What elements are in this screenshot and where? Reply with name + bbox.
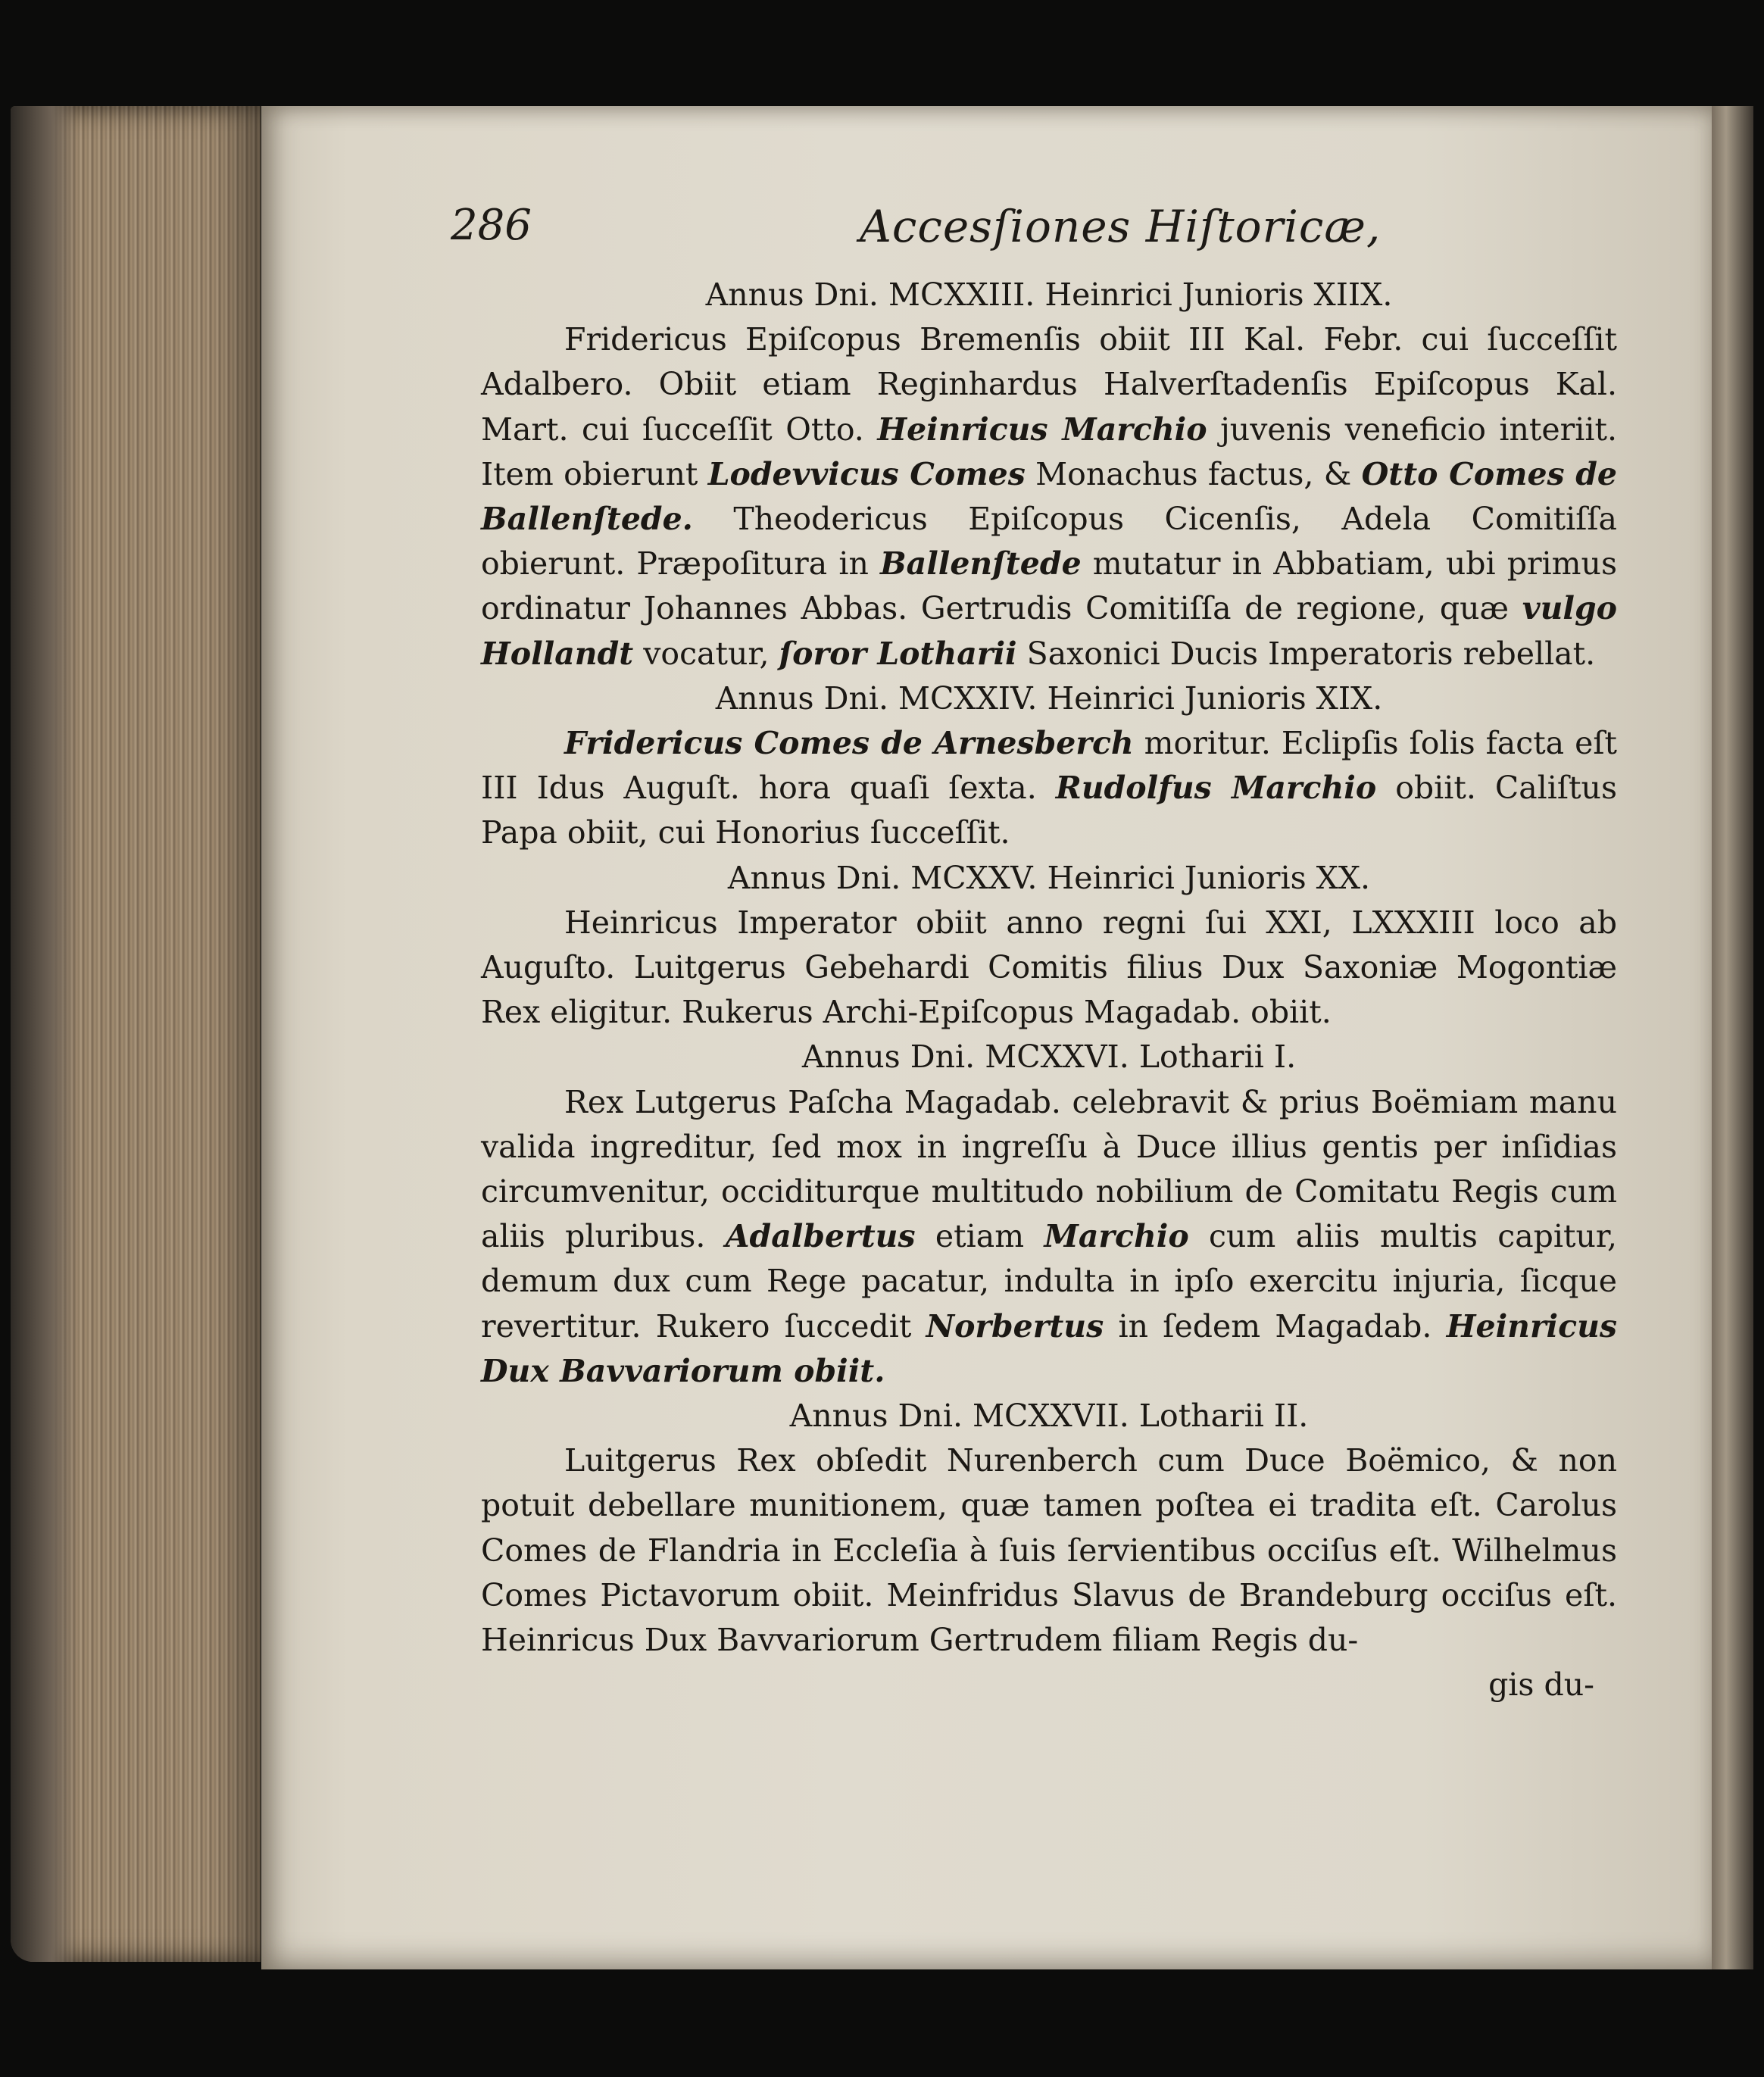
year-heading: Annus Dni. MCXXIII. Heinrici Junioris XIIX.	[705, 276, 1393, 313]
text-run: vocatur,	[633, 635, 779, 672]
text-run: Monachus factus, &	[1025, 455, 1362, 492]
italic-name: Heinricus Dux Bavvariorum obiit.	[481, 1307, 1617, 1389]
italic-name: Heinricus Marchio	[877, 411, 1207, 448]
italic-name: Marchio	[1044, 1218, 1189, 1255]
text-run: etiam	[915, 1218, 1044, 1255]
text-run: juvenis veneficio interiit. Item obierunt	[481, 411, 1618, 492]
text-run: Heinricus Imperator obiit anno regni ſui XXI, LXXXIII loco ab Auguſto. Luitgerus Gebehardi Comitis filius Dux Saxoniæ Mogontiæ Rex eligitur. Rukerus Archi-Epiſcopus Magadab. obiit.	[481, 904, 1617, 1031]
text-run: moritur. Eclipſis ſolis facta eſt III Idus Auguſt. hora quaſi ſexta.	[481, 725, 1617, 807]
italic-name: Fridericus Comes de Arnesberch	[564, 725, 1134, 761]
page-number: 286	[451, 201, 532, 250]
italic-name: vulgo Hollandt	[481, 590, 1617, 672]
italic-name: ſoror Lotharii	[779, 635, 1017, 672]
year-entry-paragraph	[481, 1438, 1617, 1663]
italic-name: Ballenſtede	[879, 545, 1082, 582]
italic-name: Lodevvicus Comes	[707, 455, 1026, 492]
text-run: in ſedem Magadab.	[1104, 1307, 1447, 1345]
text-run: Luitgerus Rex obſedit Nurenberch cum Duce Boëmico, & non potuit debellare munitionem, quæ tamen poſtea ei tradita eſt. Carolus Comes de Flandria in Eccleſia à ſuis ſervientibus occiſus eſt. Wilhelmus Comes Pictavorum obiit. Meinfridus Slavus de Brandeburg occiſus eſt. Heinricus Dux Bavvariorum Gertrudem filiam Regis du-	[481, 1442, 1617, 1659]
text-run: mutatur in Abbatiam, ubi primus ordinatur Johannes Abbas. Gertrudis Comitiſſa de regione, quæ	[481, 545, 1617, 627]
italic-name: Adalbertus	[725, 1218, 916, 1255]
year-entry-paragraph	[481, 317, 1617, 676]
catchword: gis du-	[1488, 1666, 1594, 1704]
text-run: Rex Lutgerus Paſcha Magadab. celebravit & prius Boëmiam manu valida ingreditur, ſed mox in ingreſſu à Duce illius gentis per inſidias circumvenitur, occiditurque multitudo nobilium de Comitatu Regis cum aliis pluribus.	[481, 1083, 1617, 1255]
book-edge-shadow	[11, 106, 79, 1962]
year-heading: Annus Dni. MCXXVI. Lotharii I.	[801, 1038, 1297, 1076]
text-run: Theodericus Epiſcopus Cicenſis, Adela Comitiſſa obierunt. Præpoſitura in	[481, 501, 1617, 582]
text-run: Fridericus Epiſcopus Bremenſis obiit III Kal. Febr. cui ſucceſſit Adalbero. Obiit etiam Reginhardus Halverſtadenſis Epiſcopus Kal. Mart. cui ſucceſſit Otto.	[481, 321, 1617, 448]
year-entry-paragraph	[481, 901, 1617, 1035]
book-page	[261, 106, 1712, 1969]
italic-name: Norbertus	[926, 1307, 1104, 1345]
running-title: Accesſiones Hiſtoricæ,	[860, 201, 1382, 252]
text-run: cum aliis multis capitur, demum dux cum Rege pacatur, indulta in ipſo exercitu injuria, ſicque revertitur. Rukero ſuccedit	[481, 1218, 1617, 1345]
year-entry-paragraph	[481, 721, 1617, 856]
text-run: obiit. Caliſtus Papa obiit, cui Honorius ſucceſſit.	[481, 770, 1617, 851]
text-block	[481, 273, 1617, 1707]
year-heading: Annus Dni. MCXXIV. Heinrici Junioris XIX.	[715, 679, 1383, 717]
italic-name: Rudolfus Marchio	[1055, 770, 1377, 807]
year-heading: Annus Dni. MCXXVII. Lotharii II.	[789, 1398, 1309, 1435]
text-run: Saxonici Ducis Imperatoris rebellat.	[1016, 635, 1596, 672]
running-head	[451, 201, 1587, 269]
italic-name: Otto Comes de Ballenſtede.	[481, 455, 1617, 537]
facing-page-edge	[1708, 106, 1753, 1969]
year-entry-paragraph	[481, 1080, 1617, 1394]
year-heading: Annus Dni. MCXXV. Heinrici Junioris XX.	[727, 859, 1371, 896]
